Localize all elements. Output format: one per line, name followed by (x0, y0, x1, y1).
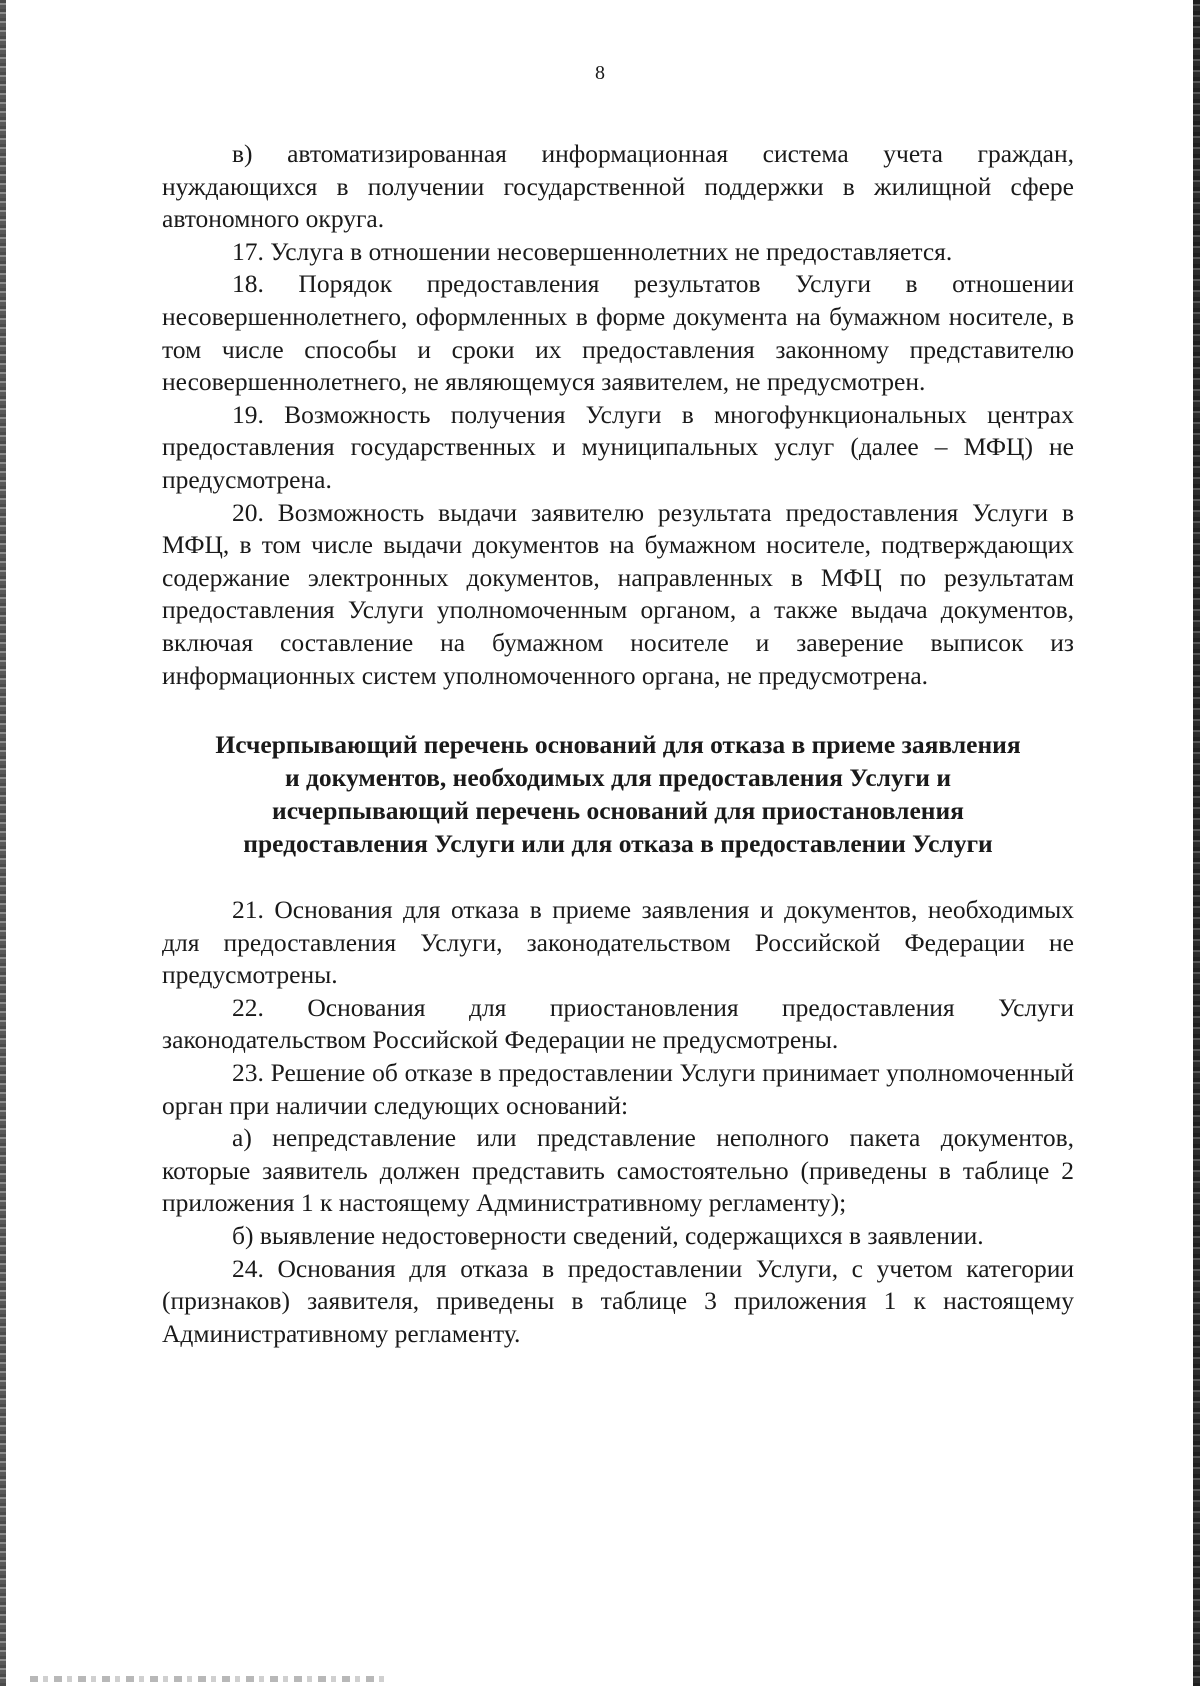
scan-edge-left (0, 0, 6, 1686)
page-number: 8 (595, 62, 605, 84)
paragraph: 22. Основания для приостановления предоставления Услуги законодательством Российской Федерации не предусмотрены. (162, 992, 1074, 1055)
paragraph: 21. Основания для отказа в приеме заявления и документов, необходимых для предоставления Услуги, законодательством Российской Федерации не предусмотрены. (162, 895, 1074, 990)
heading-line: и документов, необходимых для предоставления Услуги и (284, 763, 952, 793)
scan-edge-bottom (30, 1676, 390, 1682)
scan-edge-right (1193, 0, 1200, 1686)
paragraph: б) выявление недостоверности сведений, содержащихся в заявлении. (232, 1221, 984, 1251)
heading-line: Исчерпывающий перечень оснований для отказа в приеме заявления (215, 730, 1021, 760)
section-heading (162, 728, 1074, 860)
heading-line: исчерпывающий перечень оснований для приостановления (272, 796, 964, 826)
document-body (162, 138, 1074, 1350)
paragraph: в) автоматизированная информационная система учета граждан, нуждающихся в получении государственной поддержки в жилищной сфере автономного округа. (162, 139, 1074, 234)
paragraph: 20. Возможность выдачи заявителю результата предоставления Услуги в МФЦ, в том числе выдачи документов на бумажном носителе, подтверждающих содержание электронных документов, направленных в МФЦ по результатам предоставления Услуги уполномоченным органом, а также выдача документов, включая составление на бумажном носителе и заверение выписок из информационных систем уполномоченного органа, не предусмотрена. (162, 497, 1074, 690)
paragraph: 18. Порядок предоставления результатов Услуги в отношении несовершеннолетнего, оформленных в форме документа на бумажном носителе, в том числе способы и сроки их предоставления законному представителю несовершеннолетнего, не являющемуся заявителем, не предусмотрен. (162, 269, 1074, 397)
paragraph: 19. Возможность получения Услуги в многофункциональных центрах предоставления государственных и муниципальных услуг (далее – МФЦ) не предусмотрена. (162, 399, 1074, 494)
paragraph: 24. Основания для отказа в предоставлении Услуги, с учетом категории (признаков) заявителя, приведены в таблице 3 приложения 1 к настоящему Административному регламенту. (162, 1253, 1074, 1348)
heading-line: предоставления Услуги или для отказа в предоставлении Услуги (243, 829, 993, 859)
paragraph: а) непредставление или представление неполного пакета документов, которые заявитель должен представить самостоятельно (приведены в таблице 2 приложения 1 к настоящему Административному регламенту); (162, 1123, 1074, 1218)
paragraph: 17. Услуга в отношении несовершеннолетних не предоставляется. (232, 236, 953, 266)
paragraph: 23. Решение об отказе в предоставлении Услуги принимает уполномоченный орган при наличии следующих оснований: (162, 1058, 1074, 1120)
